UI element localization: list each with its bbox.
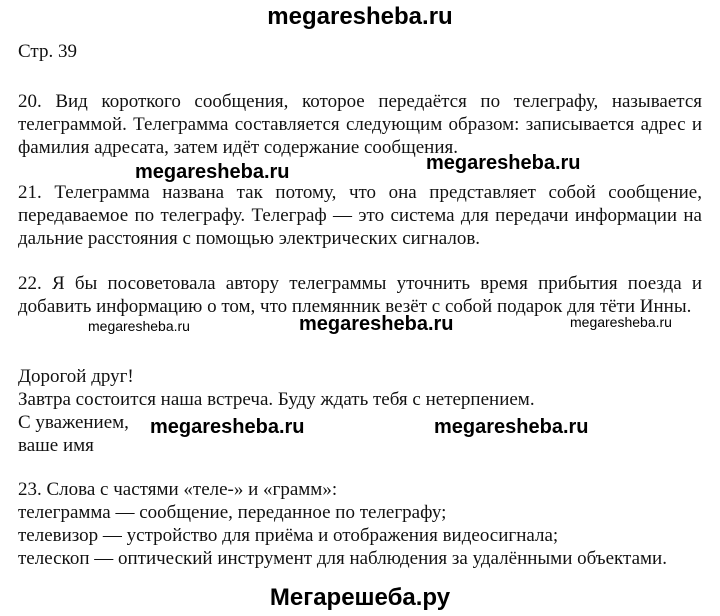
answer-23-line: телескоп — оптический инструмент для наблюдения за удалёнными объектами. [18, 548, 667, 569]
watermark-middle-left: megaresheba.ru [135, 161, 290, 183]
letter-closing: С уважением, [18, 412, 129, 433]
letter-block [18, 365, 702, 457]
watermark-inline-big: megaresheba.ru [299, 313, 454, 335]
answer-20: 20. Вид короткого сообщения, которое передаётся по телеграфу, называется телеграммой. Телеграмма составляется следующим образом: записывается адрес и фамилия адресата, затем идёт содержание сообщения. [18, 91, 702, 158]
watermark-header: megaresheba.ru [267, 3, 453, 30]
answer-23-title: 23. Слова с частями «теле-» и «грамм»: [18, 479, 338, 500]
letter-signature: ваше имя [18, 435, 94, 456]
page-number: Стр. 39 [18, 41, 77, 62]
watermark-middle-right: megaresheba.ru [426, 152, 581, 174]
watermark-lower-right: megaresheba.ru [434, 416, 589, 438]
watermark-footer: Мегарешеба.ру [269, 584, 451, 611]
watermark-inline-small-right: megaresheba.ru [570, 314, 672, 330]
letter-greeting: Дорогой друг! [18, 366, 134, 387]
answer-21: 21. Телеграмма названа так потому, что она представляет собой сообщение, передаваемое по телеграфу. Телеграф — это система для передачи информации на дальние расстояния с помощью электрических сигналов. [18, 182, 702, 249]
answer-23-line: телевизор — устройство для приёма и отображения видеосигнала; [18, 525, 559, 546]
answer-23 [18, 478, 718, 570]
watermark-inline-small-left: megaresheba.ru [88, 318, 190, 334]
answer-23-line: телеграмма — сообщение, переданное по телеграфу; [18, 502, 447, 523]
letter-body: Завтра состоится наша встреча. Буду ждать тебя с нетерпением. [18, 389, 535, 410]
answer-22: 22. Я бы посоветовала автору телеграммы уточнить время прибытия поезда и добавить информацию о том, что племянник везёт с собой подарок для тёти Инны. [18, 273, 702, 317]
watermark-lower-left: megaresheba.ru [150, 416, 305, 438]
